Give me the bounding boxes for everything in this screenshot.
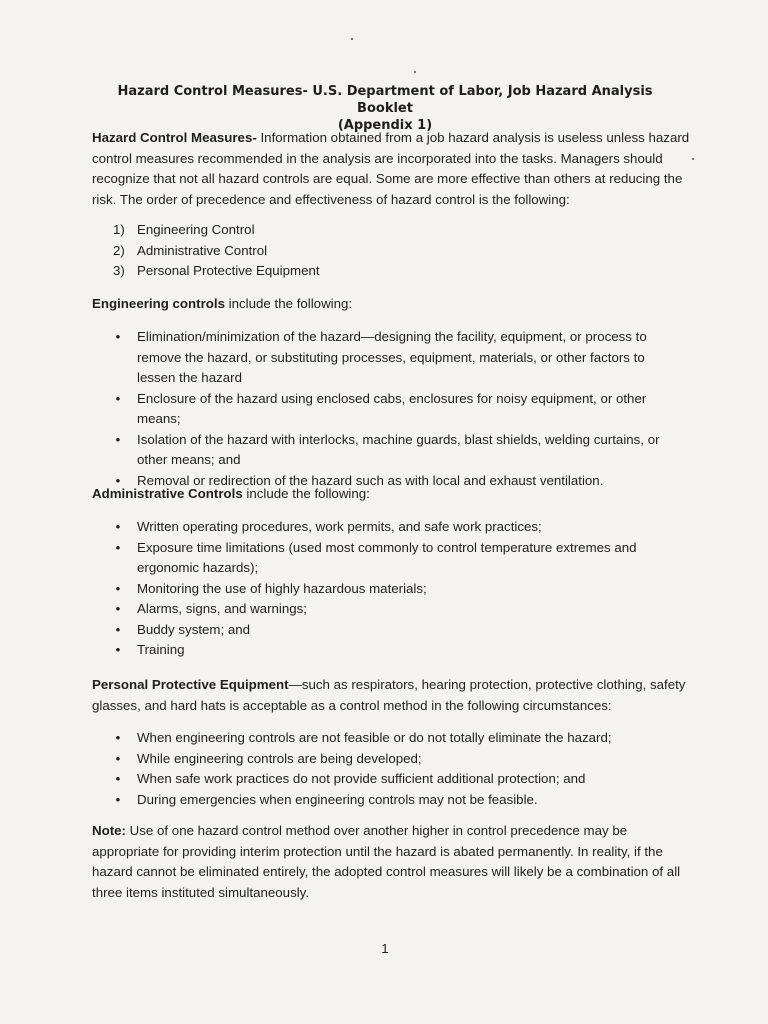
intro-lead: Hazard Control Measures- xyxy=(92,130,257,145)
ppe-text: —such as respirators, hearing protection, protective clothing, safety glasses, and hard hats is acceptable as a control method in the following circumstances: xyxy=(92,677,686,713)
list-item: • Elimination/minimization of the hazard—designing the facility, equipment, or process to remove the hazard, or substituting processes, equipment, materials, or other factors to lessen the hazard xyxy=(115,329,647,385)
title-line-2: (Appendix 1) xyxy=(337,118,433,133)
list-item: 2) Administrative Control xyxy=(113,242,268,258)
ppe-lead: Personal Protective Equipment xyxy=(92,677,289,692)
scan-speck xyxy=(692,158,694,160)
note-text: Use of one hazard control method over another higher in control precedence may be appropriate for providing interim protection until the hazard is abated permanently. In reality, if the hazard cannot be eliminated entirely, the adopted control measures will likely be a combination of all three items instituted simultaneously. xyxy=(92,823,681,900)
engineering-list xyxy=(113,327,673,491)
list-item: • Monitoring the use of highly hazardous materials; xyxy=(115,580,427,596)
note-lead: Note: xyxy=(92,823,126,838)
precedence-list xyxy=(113,220,320,282)
page-number: 1 xyxy=(381,941,389,956)
list-item: • When engineering controls are not feasible or do not totally eliminate the hazard; xyxy=(115,730,612,745)
administrative-list xyxy=(113,517,673,661)
ppe-paragraph xyxy=(92,675,692,716)
engineering-lead: Engineering controls xyxy=(92,296,225,311)
administrative-text: include the following: xyxy=(242,486,370,501)
ppe-list xyxy=(113,728,673,810)
engineering-text: include the following: xyxy=(224,296,353,311)
list-item: 3) Personal Protective Equipment xyxy=(113,263,320,278)
list-item: • Enclosure of the hazard using enclosed cabs, enclosures for noisy equipment, or other means; xyxy=(115,390,647,426)
title-line-1: Hazard Control Measures- U.S. Department of Labor, Job Hazard Analysis Booklet xyxy=(117,84,653,116)
administrative-heading xyxy=(92,484,692,505)
intro-paragraph xyxy=(92,128,692,210)
document-title xyxy=(90,83,680,134)
administrative-lead: Administrative Controls xyxy=(92,486,243,501)
list-item: 1) Engineering Control xyxy=(113,222,255,237)
list-item: • Removal or redirection of the hazard such as with local and exhaust ventilation. xyxy=(115,472,604,488)
list-item: • Buddy system; and xyxy=(115,621,251,637)
list-item: • Isolation of the hazard with interlocks, machine guards, blast shields, welding curtains, or other means; and xyxy=(115,431,660,467)
list-item: • When safe work practices do not provide sufficient additional protection; and xyxy=(115,771,586,786)
scan-speck xyxy=(351,38,353,40)
list-item: • While engineering controls are being developed; xyxy=(115,750,422,766)
list-item: • Exposure time limitations (used most commonly to control temperature extremes and ergonomic hazards); xyxy=(115,539,637,575)
list-item: • During emergencies when engineering controls may not be feasible. xyxy=(115,791,538,807)
engineering-heading xyxy=(92,294,692,315)
scan-speck xyxy=(414,71,416,73)
list-item: • Training xyxy=(115,642,185,657)
note-paragraph xyxy=(92,821,692,903)
intro-text: Information obtained from a job hazard analysis is useless unless hazard control measures recommended in the analysis are incorporated into the tasks. Managers should recognize that not all hazard controls are equal. Some are more effective than others at reducing the risk. The order of precedence and effectiveness of hazard control is the following: xyxy=(92,130,690,207)
list-item: • Alarms, signs, and warnings; xyxy=(115,601,307,616)
list-item: • Written operating procedures, work permits, and safe work practices; xyxy=(115,519,542,534)
